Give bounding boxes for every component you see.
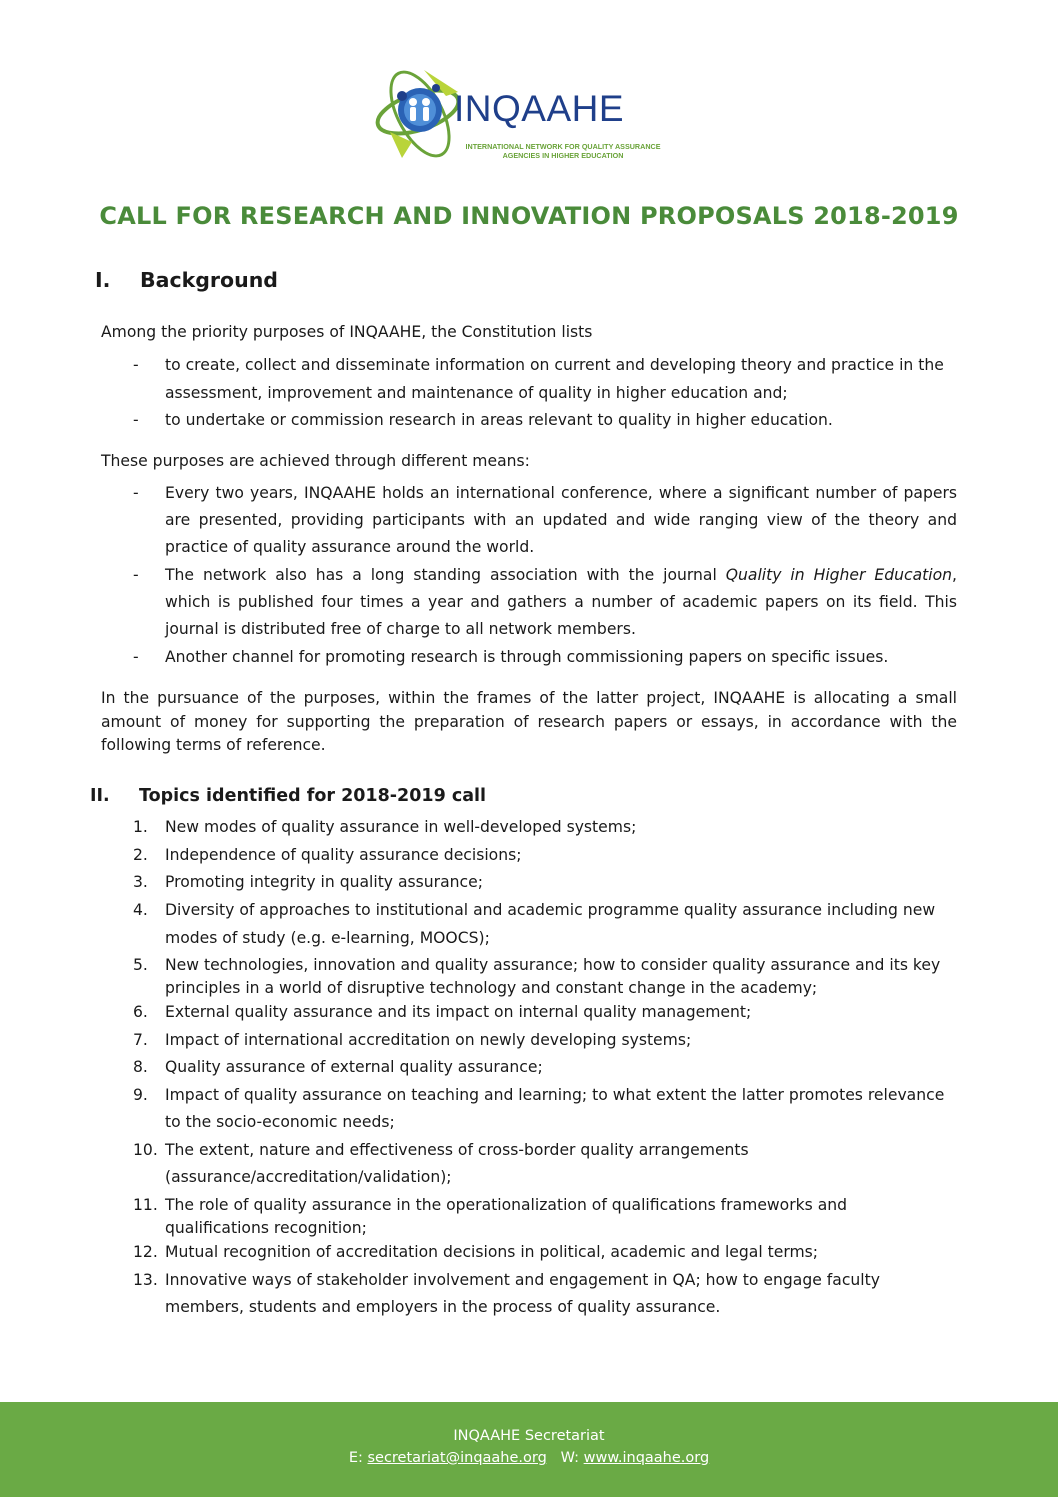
list-marker: - [133, 484, 139, 502]
footer-org: INQAAHE Secretariat [453, 1428, 605, 1444]
section-title: Topics identified for 2018-2019 call [139, 786, 487, 806]
footer-bar [0, 1402, 1058, 1497]
list-number: 13. [133, 1271, 158, 1289]
list-number: 5. [133, 956, 148, 974]
list-number: 10. [133, 1141, 158, 1159]
section-number: II. [90, 786, 110, 806]
list-number: 11. [133, 1196, 158, 1214]
journal-title: Quality in Higher Education [725, 566, 953, 584]
paragraph-means-intro: These purposes are achieved through different means: [101, 452, 530, 470]
logo-wordmark: INQAAHE [454, 88, 625, 129]
section-number: I. [95, 268, 111, 292]
list-marker: - [133, 411, 139, 429]
page-title: CALL FOR RESEARCH AND INNOVATION PROPOSALS 2018-2019 [99, 202, 959, 230]
paragraph-intro: Among the priority purposes of INQAAHE, the Constitution lists [101, 323, 593, 341]
list-number: 9. [133, 1086, 148, 1104]
list-number: 1. [133, 818, 148, 836]
list-marker: - [133, 566, 139, 584]
list-number: 4. [133, 901, 148, 919]
email-link[interactable]: secretariat@inqaahe.org [367, 1450, 547, 1466]
list-number: 7. [133, 1031, 148, 1049]
list-number: 6. [133, 1003, 148, 1021]
list-number: 12. [133, 1243, 158, 1261]
logo-emblem-icon [372, 62, 462, 174]
list-number: 3. [133, 873, 148, 891]
paragraph-closing: In the pursuance of the purposes, within the frames of the latter project, INQAAHE is allocating a small amount of money for supporting the preparation of research papers or essays, in accordance with the following terms of reference. [101, 689, 957, 754]
list-marker: - [133, 356, 139, 374]
list-number: 2. [133, 846, 148, 864]
footer-contact: E: secretariat@inqaahe.org W: www.inqaahe.org [348, 1450, 710, 1466]
list-number: 8. [133, 1058, 148, 1076]
logo-subtitle: INTERNATIONAL NETWORK FOR QUALITY ASSURANCE AGENCIES IN HIGHER EDUCATION [465, 142, 661, 160]
website-link[interactable]: www.inqaahe.org [583, 1450, 710, 1466]
list-marker: - [133, 648, 139, 666]
section-title: Background [140, 268, 278, 292]
inqaahe-logo [372, 62, 676, 174]
